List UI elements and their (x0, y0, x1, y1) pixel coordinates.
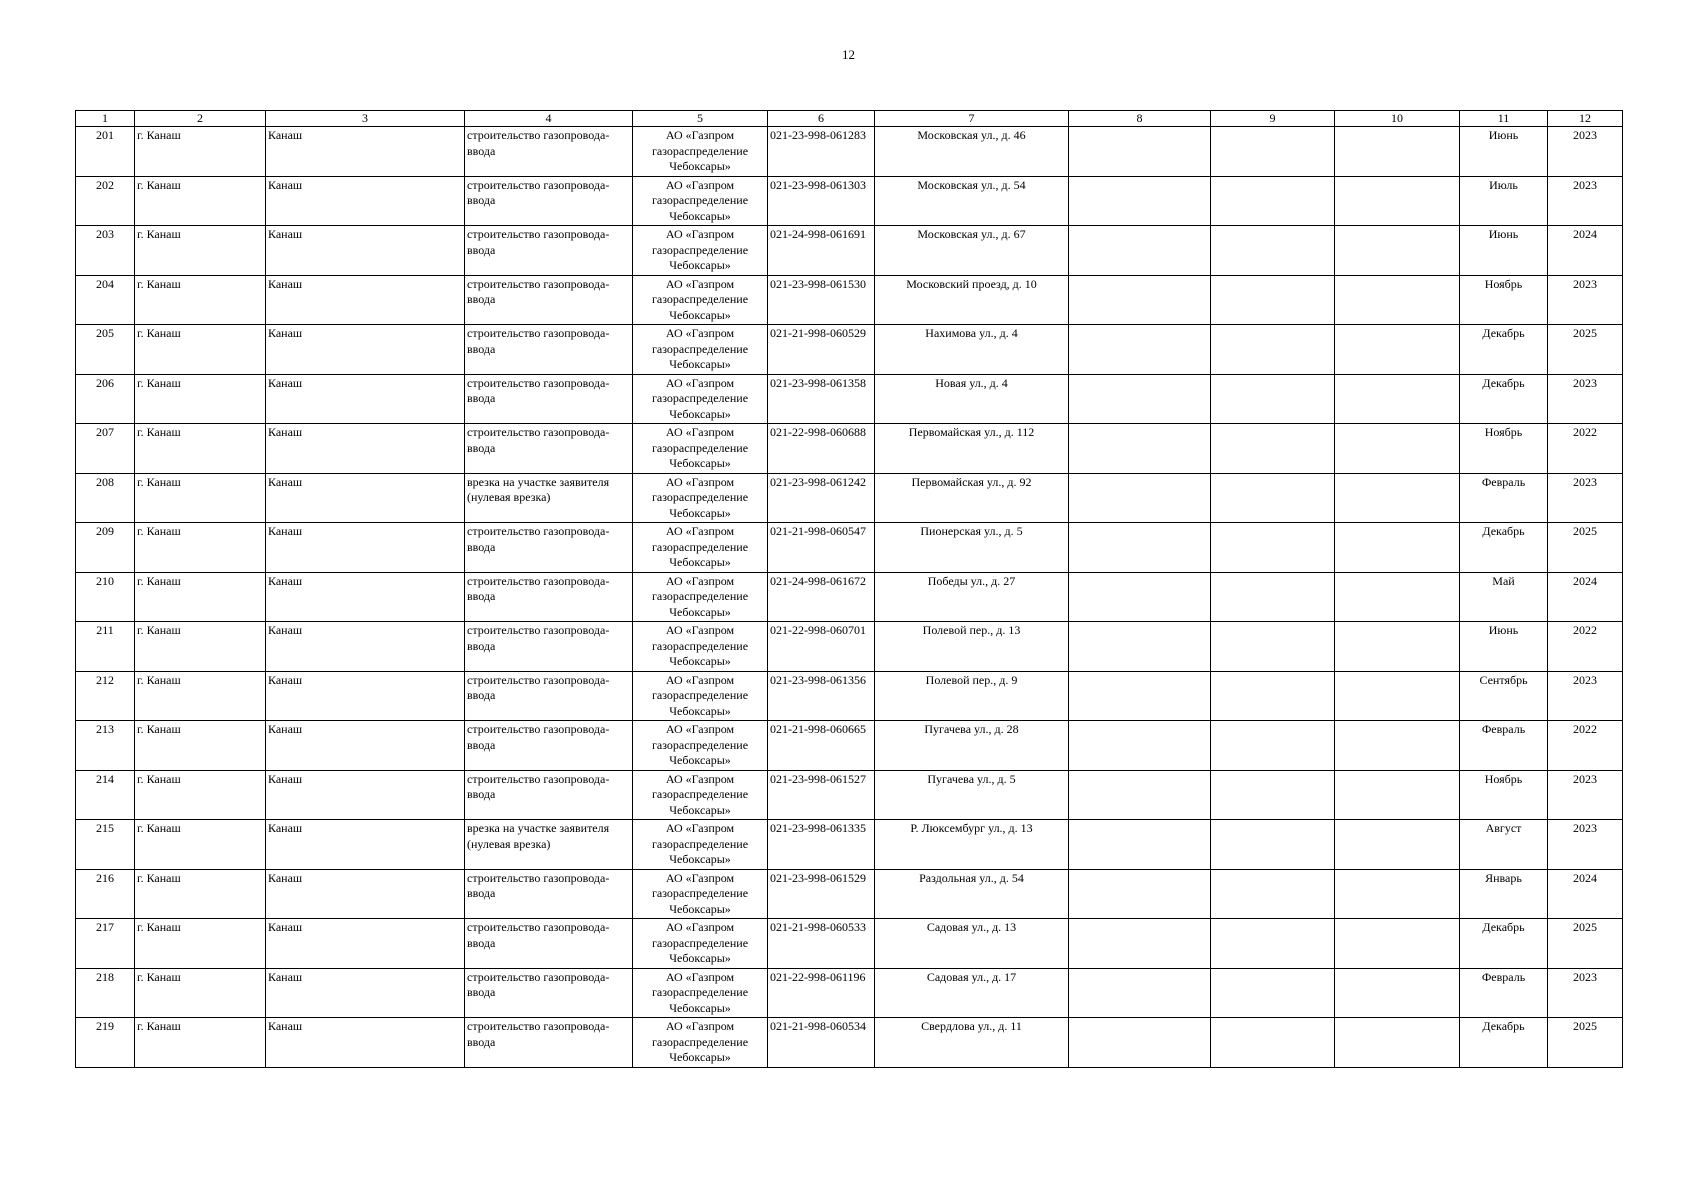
locality-cell: Канаш (266, 374, 465, 424)
page-number: 12 (842, 47, 855, 62)
table-row (76, 869, 1623, 919)
month-cell: Июнь (1460, 226, 1548, 276)
column-9-cell (1211, 325, 1335, 375)
column-header: 10 (1335, 111, 1460, 127)
month-cell: Январь (1460, 869, 1548, 919)
row-number-cell: 216 (76, 869, 135, 919)
locality-cell: Канаш (266, 671, 465, 721)
locality-cell: Канаш (266, 176, 465, 226)
address-cell: Победы ул., д. 27 (875, 572, 1069, 622)
column-10-cell (1335, 473, 1460, 523)
city-cell: г. Канаш (135, 424, 266, 474)
year-cell: 2023 (1548, 473, 1623, 523)
column-8-cell (1069, 523, 1211, 573)
work-type-cell: строительство газопровода-ввода (465, 919, 633, 969)
year-cell: 2023 (1548, 968, 1623, 1018)
column-8-cell (1069, 473, 1211, 523)
organization-cell: АО «Газпром газораспределение Чебоксары» (633, 473, 768, 523)
column-9-cell (1211, 275, 1335, 325)
column-10-cell (1335, 572, 1460, 622)
city-cell: г. Канаш (135, 226, 266, 276)
city-cell: г. Канаш (135, 671, 266, 721)
column-8-cell (1069, 671, 1211, 721)
column-8-cell (1069, 275, 1211, 325)
column-9-cell (1211, 968, 1335, 1018)
month-cell: Декабрь (1460, 919, 1548, 969)
month-cell: Декабрь (1460, 325, 1548, 375)
organization-cell: АО «Газпром газораспределение Чебоксары» (633, 226, 768, 276)
year-cell: 2022 (1548, 622, 1623, 672)
column-header: 8 (1069, 111, 1211, 127)
column-8-cell (1069, 919, 1211, 969)
address-cell: Р. Люксембург ул., д. 13 (875, 820, 1069, 870)
locality-cell: Канаш (266, 325, 465, 375)
registration-code-cell: 021-23-998-061242 (768, 473, 875, 523)
locality-cell: Канаш (266, 127, 465, 177)
address-cell: Раздольная ул., д. 54 (875, 869, 1069, 919)
address-cell: Первомайская ул., д. 112 (875, 424, 1069, 474)
organization-cell: АО «Газпром газораспределение Чебоксары» (633, 1018, 768, 1068)
address-cell: Первомайская ул., д. 92 (875, 473, 1069, 523)
row-number-cell: 201 (76, 127, 135, 177)
year-cell: 2022 (1548, 424, 1623, 474)
city-cell: г. Канаш (135, 721, 266, 771)
column-9-cell (1211, 869, 1335, 919)
column-8-cell (1069, 869, 1211, 919)
organization-cell: АО «Газпром газораспределение Чебоксары» (633, 770, 768, 820)
organization-cell: АО «Газпром газораспределение Чебоксары» (633, 820, 768, 870)
column-8-cell (1069, 374, 1211, 424)
address-cell: Пионерская ул., д. 5 (875, 523, 1069, 573)
column-header: 5 (633, 111, 768, 127)
row-number-cell: 211 (76, 622, 135, 672)
work-type-cell: строительство газопровода-ввода (465, 523, 633, 573)
organization-cell: АО «Газпром газораспределение Чебоксары» (633, 523, 768, 573)
table-row (76, 820, 1623, 870)
column-8-cell (1069, 424, 1211, 474)
column-header: 3 (266, 111, 465, 127)
locality-cell: Канаш (266, 869, 465, 919)
year-cell: 2025 (1548, 325, 1623, 375)
organization-cell: АО «Газпром газораспределение Чебоксары» (633, 374, 768, 424)
column-9-cell (1211, 919, 1335, 969)
table-row (76, 968, 1623, 1018)
table-row (76, 325, 1623, 375)
city-cell: г. Канаш (135, 820, 266, 870)
registry-table (75, 110, 1623, 1068)
organization-cell: АО «Газпром газораспределение Чебоксары» (633, 572, 768, 622)
address-cell: Московская ул., д. 46 (875, 127, 1069, 177)
column-8-cell (1069, 176, 1211, 226)
locality-cell: Канаш (266, 523, 465, 573)
registration-code-cell: 021-24-998-061672 (768, 572, 875, 622)
table-row (76, 721, 1623, 771)
column-10-cell (1335, 424, 1460, 474)
work-type-cell: строительство газопровода-ввода (465, 275, 633, 325)
column-9-cell (1211, 176, 1335, 226)
column-8-cell (1069, 721, 1211, 771)
row-number-cell: 218 (76, 968, 135, 1018)
work-type-cell: врезка на участке заявителя (нулевая врезка) (465, 820, 633, 870)
column-9-cell (1211, 820, 1335, 870)
month-cell: Февраль (1460, 473, 1548, 523)
table-body (76, 127, 1623, 1068)
city-cell: г. Канаш (135, 325, 266, 375)
year-cell: 2022 (1548, 721, 1623, 771)
organization-cell: АО «Газпром газораспределение Чебоксары» (633, 622, 768, 672)
organization-cell: АО «Газпром газораспределение Чебоксары» (633, 176, 768, 226)
table-row (76, 127, 1623, 177)
locality-cell: Канаш (266, 275, 465, 325)
year-cell: 2023 (1548, 820, 1623, 870)
column-9-cell (1211, 473, 1335, 523)
row-number-cell: 204 (76, 275, 135, 325)
column-8-cell (1069, 1018, 1211, 1068)
locality-cell: Канаш (266, 770, 465, 820)
address-cell: Московская ул., д. 54 (875, 176, 1069, 226)
organization-cell: АО «Газпром газораспределение Чебоксары» (633, 275, 768, 325)
city-cell: г. Канаш (135, 572, 266, 622)
table-row (76, 374, 1623, 424)
city-cell: г. Канаш (135, 770, 266, 820)
address-cell: Свердлова ул., д. 11 (875, 1018, 1069, 1068)
locality-cell: Канаш (266, 473, 465, 523)
work-type-cell: строительство газопровода-ввода (465, 1018, 633, 1068)
column-9-cell (1211, 1018, 1335, 1068)
city-cell: г. Канаш (135, 869, 266, 919)
column-10-cell (1335, 226, 1460, 276)
year-cell: 2025 (1548, 919, 1623, 969)
registration-code-cell: 021-23-998-061356 (768, 671, 875, 721)
year-cell: 2025 (1548, 1018, 1623, 1068)
table-row (76, 622, 1623, 672)
table-row (76, 424, 1623, 474)
column-10-cell (1335, 176, 1460, 226)
locality-cell: Канаш (266, 1018, 465, 1068)
column-header: 9 (1211, 111, 1335, 127)
registration-code-cell: 021-21-998-060533 (768, 919, 875, 969)
month-cell: Февраль (1460, 968, 1548, 1018)
year-cell: 2025 (1548, 523, 1623, 573)
column-9-cell (1211, 770, 1335, 820)
work-type-cell: строительство газопровода-ввода (465, 968, 633, 1018)
row-number-cell: 202 (76, 176, 135, 226)
registration-code-cell: 021-21-998-060547 (768, 523, 875, 573)
address-cell: Пугачева ул., д. 5 (875, 770, 1069, 820)
column-8-cell (1069, 770, 1211, 820)
registration-code-cell: 021-21-998-060529 (768, 325, 875, 375)
organization-cell: АО «Газпром газораспределение Чебоксары» (633, 919, 768, 969)
row-number-cell: 210 (76, 572, 135, 622)
table-row (76, 919, 1623, 969)
address-cell: Новая ул., д. 4 (875, 374, 1069, 424)
city-cell: г. Канаш (135, 374, 266, 424)
table-row (76, 770, 1623, 820)
city-cell: г. Канаш (135, 127, 266, 177)
table-row (76, 473, 1623, 523)
work-type-cell: строительство газопровода-ввода (465, 424, 633, 474)
column-10-cell (1335, 523, 1460, 573)
work-type-cell: строительство газопровода-ввода (465, 325, 633, 375)
work-type-cell: врезка на участке заявителя (нулевая врезка) (465, 473, 633, 523)
work-type-cell: строительство газопровода-ввода (465, 622, 633, 672)
column-10-cell (1335, 721, 1460, 771)
table-row (76, 671, 1623, 721)
work-type-cell: строительство газопровода-ввода (465, 721, 633, 771)
row-number-cell: 205 (76, 325, 135, 375)
column-9-cell (1211, 127, 1335, 177)
city-cell: г. Канаш (135, 473, 266, 523)
organization-cell: АО «Газпром газораспределение Чебоксары» (633, 424, 768, 474)
column-10-cell (1335, 820, 1460, 870)
city-cell: г. Канаш (135, 523, 266, 573)
row-number-cell: 214 (76, 770, 135, 820)
address-cell: Садовая ул., д. 17 (875, 968, 1069, 1018)
column-header: 2 (135, 111, 266, 127)
column-9-cell (1211, 424, 1335, 474)
table-row (76, 275, 1623, 325)
work-type-cell: строительство газопровода-ввода (465, 176, 633, 226)
column-8-cell (1069, 127, 1211, 177)
locality-cell: Канаш (266, 919, 465, 969)
month-cell: Август (1460, 820, 1548, 870)
registration-code-cell: 021-23-998-061303 (768, 176, 875, 226)
column-10-cell (1335, 127, 1460, 177)
year-cell: 2024 (1548, 226, 1623, 276)
city-cell: г. Канаш (135, 622, 266, 672)
month-cell: Ноябрь (1460, 770, 1548, 820)
registration-code-cell: 021-23-998-061530 (768, 275, 875, 325)
column-8-cell (1069, 572, 1211, 622)
work-type-cell: строительство газопровода-ввода (465, 127, 633, 177)
month-cell: Июль (1460, 176, 1548, 226)
organization-cell: АО «Газпром газораспределение Чебоксары» (633, 721, 768, 771)
organization-cell: АО «Газпром газораспределение Чебоксары» (633, 869, 768, 919)
row-number-cell: 203 (76, 226, 135, 276)
registration-code-cell: 021-23-998-061527 (768, 770, 875, 820)
table-row (76, 1018, 1623, 1068)
year-cell: 2023 (1548, 770, 1623, 820)
city-cell: г. Канаш (135, 1018, 266, 1068)
column-number-row (76, 111, 1623, 127)
table-row (76, 523, 1623, 573)
column-8-cell (1069, 622, 1211, 672)
locality-cell: Канаш (266, 572, 465, 622)
column-header: 4 (465, 111, 633, 127)
column-header: 6 (768, 111, 875, 127)
work-type-cell: строительство газопровода-ввода (465, 226, 633, 276)
table-header (76, 111, 1623, 127)
column-header: 12 (1548, 111, 1623, 127)
registration-code-cell: 021-21-998-060665 (768, 721, 875, 771)
locality-cell: Канаш (266, 226, 465, 276)
column-10-cell (1335, 770, 1460, 820)
column-10-cell (1335, 622, 1460, 672)
registration-code-cell: 021-24-998-061691 (768, 226, 875, 276)
registration-code-cell: 021-21-998-060534 (768, 1018, 875, 1068)
column-8-cell (1069, 968, 1211, 1018)
month-cell: Декабрь (1460, 374, 1548, 424)
address-cell: Полевой пер., д. 9 (875, 671, 1069, 721)
organization-cell: АО «Газпром газораспределение Чебоксары» (633, 127, 768, 177)
registration-code-cell: 021-23-998-061283 (768, 127, 875, 177)
year-cell: 2024 (1548, 869, 1623, 919)
year-cell: 2023 (1548, 275, 1623, 325)
organization-cell: АО «Газпром газораспределение Чебоксары» (633, 968, 768, 1018)
work-type-cell: строительство газопровода-ввода (465, 671, 633, 721)
locality-cell: Канаш (266, 622, 465, 672)
address-cell: Пугачева ул., д. 28 (875, 721, 1069, 771)
locality-cell: Канаш (266, 721, 465, 771)
row-number-cell: 207 (76, 424, 135, 474)
column-9-cell (1211, 721, 1335, 771)
month-cell: Декабрь (1460, 1018, 1548, 1068)
column-10-cell (1335, 968, 1460, 1018)
row-number-cell: 209 (76, 523, 135, 573)
year-cell: 2023 (1548, 374, 1623, 424)
address-cell: Садовая ул., д. 13 (875, 919, 1069, 969)
column-10-cell (1335, 1018, 1460, 1068)
table-row (76, 226, 1623, 276)
registration-code-cell: 021-22-998-060688 (768, 424, 875, 474)
organization-cell: АО «Газпром газораспределение Чебоксары» (633, 671, 768, 721)
year-cell: 2023 (1548, 127, 1623, 177)
month-cell: Июнь (1460, 127, 1548, 177)
column-10-cell (1335, 374, 1460, 424)
column-header: 1 (76, 111, 135, 127)
work-type-cell: строительство газопровода-ввода (465, 572, 633, 622)
address-cell: Московская ул., д. 67 (875, 226, 1069, 276)
table-row (76, 572, 1623, 622)
column-header: 11 (1460, 111, 1548, 127)
column-10-cell (1335, 869, 1460, 919)
column-9-cell (1211, 226, 1335, 276)
column-8-cell (1069, 325, 1211, 375)
year-cell: 2023 (1548, 671, 1623, 721)
registration-code-cell: 021-22-998-061196 (768, 968, 875, 1018)
column-8-cell (1069, 820, 1211, 870)
address-cell: Нахимова ул., д. 4 (875, 325, 1069, 375)
work-type-cell: строительство газопровода-ввода (465, 770, 633, 820)
city-cell: г. Канаш (135, 919, 266, 969)
year-cell: 2024 (1548, 572, 1623, 622)
row-number-cell: 213 (76, 721, 135, 771)
row-number-cell: 219 (76, 1018, 135, 1068)
work-type-cell: строительство газопровода-ввода (465, 374, 633, 424)
month-cell: Декабрь (1460, 523, 1548, 573)
registration-code-cell: 021-23-998-061529 (768, 869, 875, 919)
table-row (76, 176, 1623, 226)
column-header: 7 (875, 111, 1069, 127)
month-cell: Ноябрь (1460, 424, 1548, 474)
month-cell: Ноябрь (1460, 275, 1548, 325)
address-cell: Полевой пер., д. 13 (875, 622, 1069, 672)
address-cell: Московский проезд, д. 10 (875, 275, 1069, 325)
registration-code-cell: 021-23-998-061358 (768, 374, 875, 424)
column-9-cell (1211, 523, 1335, 573)
registration-code-cell: 021-23-998-061335 (768, 820, 875, 870)
column-9-cell (1211, 622, 1335, 672)
locality-cell: Канаш (266, 424, 465, 474)
row-number-cell: 215 (76, 820, 135, 870)
work-type-cell: строительство газопровода-ввода (465, 869, 633, 919)
row-number-cell: 212 (76, 671, 135, 721)
column-9-cell (1211, 374, 1335, 424)
city-cell: г. Канаш (135, 275, 266, 325)
column-9-cell (1211, 572, 1335, 622)
city-cell: г. Канаш (135, 176, 266, 226)
month-cell: Май (1460, 572, 1548, 622)
city-cell: г. Канаш (135, 968, 266, 1018)
row-number-cell: 217 (76, 919, 135, 969)
month-cell: Сентябрь (1460, 671, 1548, 721)
row-number-cell: 206 (76, 374, 135, 424)
locality-cell: Канаш (266, 820, 465, 870)
locality-cell: Канаш (266, 968, 465, 1018)
column-9-cell (1211, 671, 1335, 721)
column-10-cell (1335, 919, 1460, 969)
month-cell: Июнь (1460, 622, 1548, 672)
column-10-cell (1335, 671, 1460, 721)
column-10-cell (1335, 325, 1460, 375)
row-number-cell: 208 (76, 473, 135, 523)
column-8-cell (1069, 226, 1211, 276)
organization-cell: АО «Газпром газораспределение Чебоксары» (633, 325, 768, 375)
column-10-cell (1335, 275, 1460, 325)
month-cell: Февраль (1460, 721, 1548, 771)
year-cell: 2023 (1548, 176, 1623, 226)
registration-code-cell: 021-22-998-060701 (768, 622, 875, 672)
